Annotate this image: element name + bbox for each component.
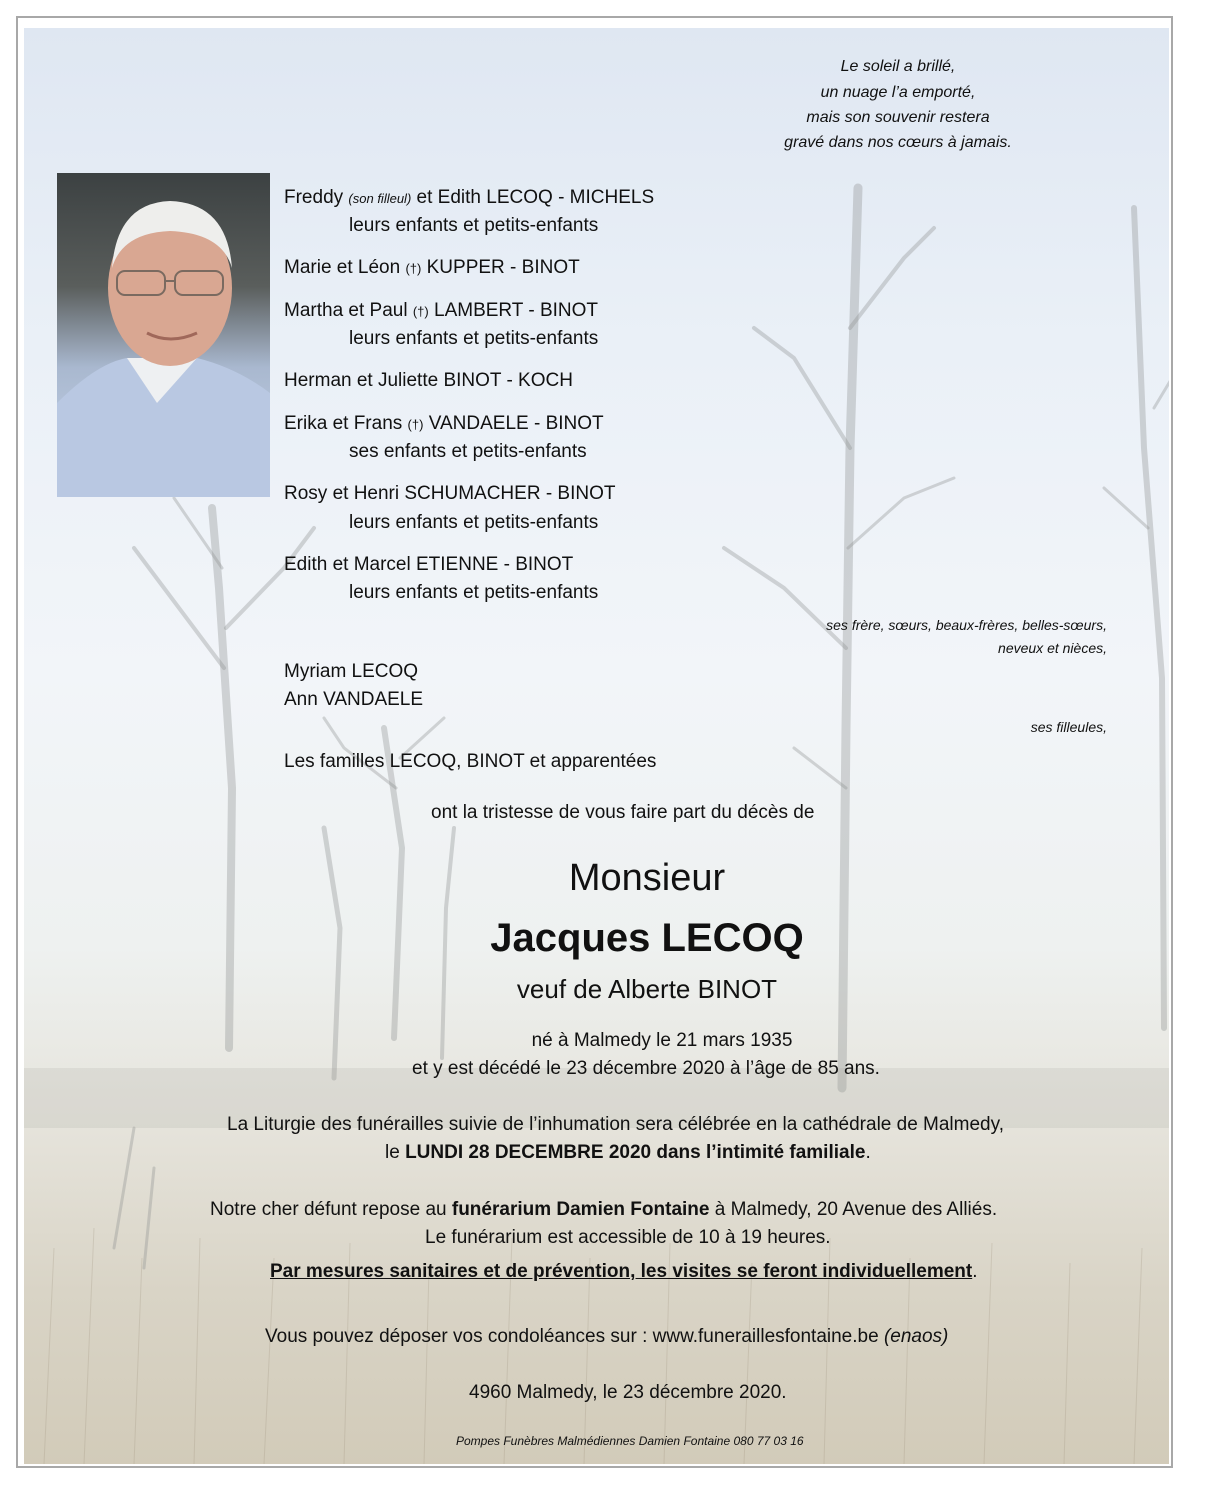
widower-line: veuf de Alberte BINOT (516, 974, 778, 1004)
family-entry-3: Martha et Paul (†) LAMBERT - BINOT (284, 300, 599, 321)
family-entry-5-sub: ses enfants et petits-enfants (349, 441, 587, 462)
family-entry-6-sub: leurs enfants et petits-enfants (349, 512, 599, 533)
funeral-home-line: Notre cher défunt repose au funérarium Damien Fontaine à Malmedy, 20 Avenue des Alliés. (210, 1199, 998, 1220)
condolences-line: Vous pouvez déposer vos condoléances sur : www.funeraillesfontaine.be (enaos) (265, 1326, 949, 1347)
family-entry-3-sub: leurs enfants et petits-enfants (349, 328, 599, 349)
poem-line-4: gravé dans nos cœurs à jamais. (784, 134, 1012, 151)
place-date: 4960 Malmedy, le 23 décembre 2020. (469, 1382, 787, 1403)
poem-line-1: Le soleil a brillé, (840, 58, 956, 75)
family-entry-6: Rosy et Henri SCHUMACHER - BINOT (284, 483, 616, 504)
announce-line: ont la tristesse de vous faire part du décès de (431, 802, 815, 823)
families-line: Les familles LECOQ, BINOT et apparentées (284, 751, 657, 772)
family-entry-7-sub: leurs enfants et petits-enfants (349, 582, 599, 603)
funeral-home-hours: Le funérarium est accessible de 10 à 19 heures. (425, 1227, 831, 1248)
family-entry-4: Herman et Juliette BINOT - KOCH (284, 370, 573, 391)
family-entry-1: Freddy (son filleul) et Edith LECOQ - MICHELS (284, 187, 655, 208)
goddaughter-1: Myriam LECOQ (284, 661, 419, 682)
liturgy-line-2: le LUNDI 28 DECEMBRE 2020 dans l’intimité familiale. (385, 1142, 871, 1163)
deceased-name: Jacques LECOQ (490, 916, 804, 960)
siblings-caption-1: ses frère, sœurs, beaux-frères, belles-sœurs, (826, 617, 1107, 633)
sanitary-notice: Par mesures sanitaires et de prévention, les visites se feront individuellement. (270, 1261, 978, 1282)
goddaughter-2: Ann VANDAELE (284, 689, 424, 710)
family-entry-5: Erika et Frans (†) VANDAELE - BINOT (284, 413, 604, 434)
title-monsieur: Monsieur (568, 857, 726, 899)
liturgy-line-1: La Liturgie des funérailles suivie de l’inhumation sera célébrée en la cathédrale de Malmedy, (227, 1114, 1004, 1135)
birth-line: né à Malmedy le 21 mars 1935 (531, 1030, 793, 1051)
family-entry-7: Edith et Marcel ETIENNE - BINOT (284, 554, 574, 575)
poem-line-3: mais son souvenir restera (806, 109, 990, 126)
goddaughters-caption: ses filleules, (1030, 719, 1107, 735)
death-line: et y est décédé le 23 décembre 2020 à l’âge de 85 ans. (412, 1058, 880, 1079)
poem-line-2: un nuage l’a emporté, (820, 84, 976, 101)
family-entry-2: Marie et Léon (†) KUPPER - BINOT (284, 257, 580, 278)
family-entry-1-sub: leurs enfants et petits-enfants (349, 215, 599, 236)
siblings-caption-2: neveux et nièces, (998, 640, 1107, 656)
portrait-photo (57, 173, 270, 497)
footer-credit: Pompes Funèbres Malmédiennes Damien Fontaine 080 77 03 16 (456, 1434, 804, 1448)
